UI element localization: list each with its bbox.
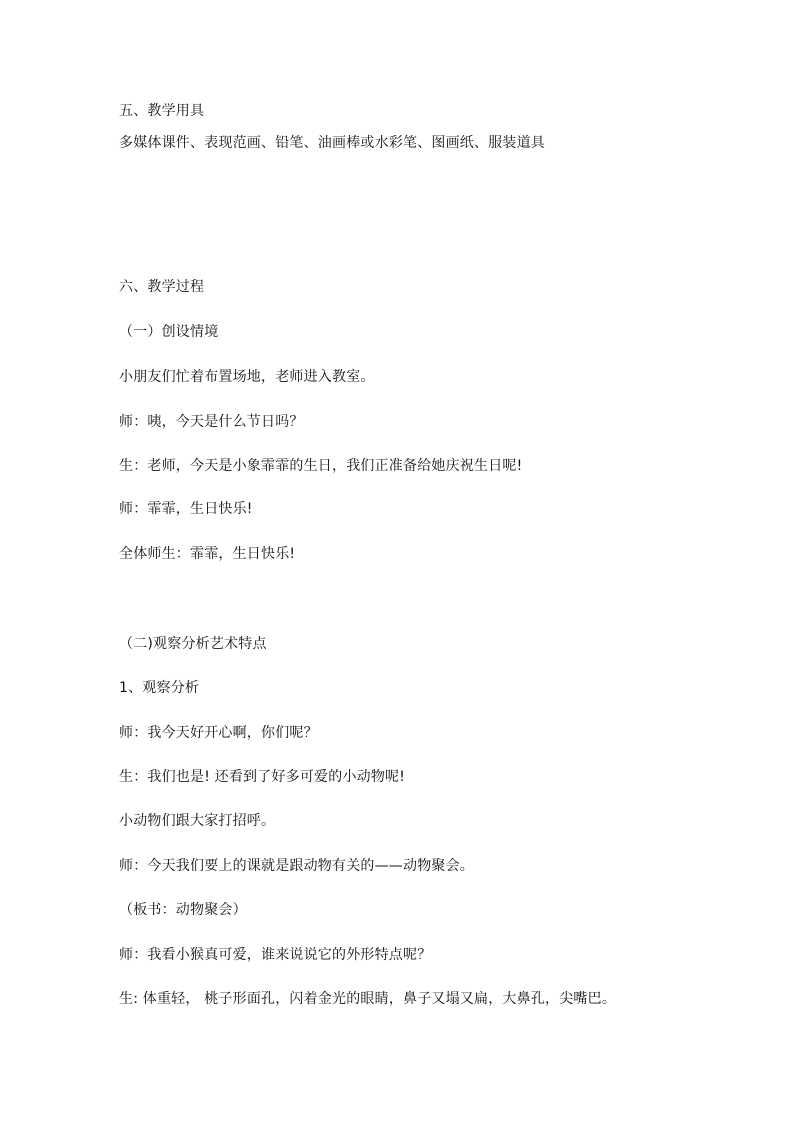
dialogue-line: 师：咦，今天是什么节日吗？ — [119, 414, 304, 430]
dialogue-line: 师：我今天好开心啊，你们呢？ — [119, 725, 318, 741]
dialogue-line: 全体师生：霏霏，生日快乐! — [119, 546, 296, 562]
section-5-heading: 五、教学用具 — [119, 103, 205, 119]
dialogue-line: 师：今天我们要上的课就是跟动物有关的——动物聚会。 — [119, 858, 474, 874]
part-1-heading: （一）创设情境 — [119, 324, 219, 340]
dialogue-line: 生: 体重轻， 桃子形面孔，闪着金光的眼睛，鼻子又塌又扁，大鼻孔，尖嘴巴。 — [119, 991, 617, 1007]
teaching-materials-list: 多媒体课件、表现范画、铅笔、油画棒或水彩笔、图画纸、服装道具 — [119, 135, 545, 151]
paragraph: 小朋友们忙着布置场地，老师进入教室。 — [119, 369, 375, 385]
part-2-heading: （二)观察分析艺术特点 — [119, 636, 267, 652]
subsection-heading: 1、观察分析 — [119, 680, 200, 696]
dialogue-line: 师：霏霏，生日快乐! — [119, 501, 253, 517]
paragraph: 小动物们跟大家打招呼。 — [119, 813, 276, 829]
dialogue-line: 生：我们也是! 还看到了好多可爱的小动物呢! — [119, 769, 406, 785]
section-6-heading: 六、教学过程 — [119, 279, 205, 295]
board-note: （板书：动物聚会） — [119, 902, 247, 918]
dialogue-line: 师：我看小猴真可爱，谁来说说它的外形特点呢？ — [119, 947, 432, 963]
dialogue-line: 生：老师，今天是小象霏霏的生日，我们正准备给她庆祝生日呢! — [119, 458, 523, 474]
